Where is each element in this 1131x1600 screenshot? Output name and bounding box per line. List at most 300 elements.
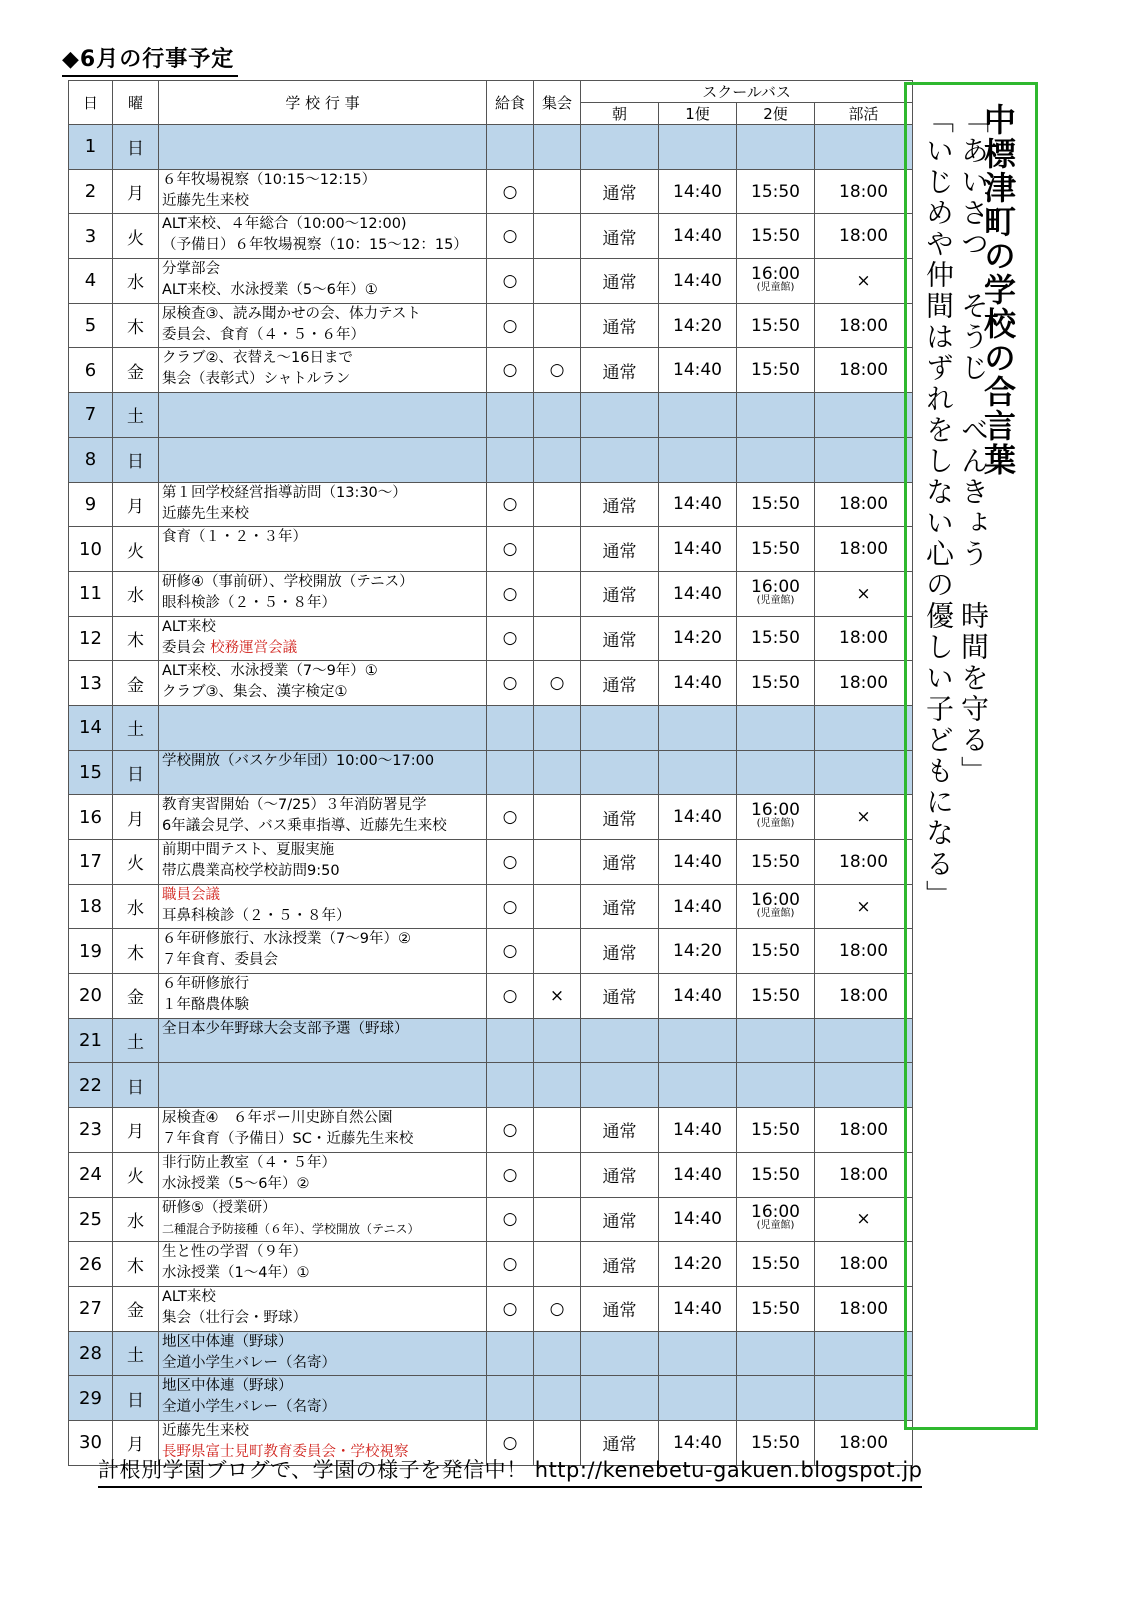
lunch-cell: ○ — [487, 795, 534, 840]
event-line-2 — [162, 191, 483, 212]
event-text: 水泳授業（1～4年）① — [162, 1265, 310, 1282]
schedule-row — [69, 214, 913, 259]
day-cell: 8 — [69, 437, 113, 482]
assembly-cell — [534, 437, 581, 482]
day-cell: 18 — [69, 884, 113, 929]
bus-morning-cell — [581, 437, 659, 482]
event-text: 全道小学生バレー（名寄） — [162, 1399, 336, 1416]
schedule-row — [69, 348, 913, 393]
event-highlight: 職員会議 — [162, 886, 220, 903]
lunch-cell: ○ — [487, 303, 534, 348]
bus1-cell: 14:40 — [659, 348, 737, 393]
bus2-cell: 15:50 — [737, 482, 815, 527]
day-cell: 28 — [69, 1331, 113, 1376]
event-text: 学校開放（バスケ少年団）10:00～17:00 — [162, 752, 435, 769]
bus2-cell: 15:50 — [737, 303, 815, 348]
bus-morning-cell — [581, 705, 659, 750]
bus2-cell — [737, 884, 815, 929]
event-line-1 — [162, 393, 483, 414]
event-text: 帯広農業高校学校訪問9:50 — [162, 863, 340, 879]
event-cell — [159, 214, 487, 259]
bus-morning-cell: 通常 — [581, 1108, 659, 1153]
day-cell: 3 — [69, 214, 113, 259]
event-text: 水泳授業（5～6年）② — [162, 1175, 310, 1192]
event-text: 全日本少年野球大会支部予選（野球） — [162, 1020, 409, 1037]
lunch-cell: ○ — [487, 527, 534, 572]
event-line-1 — [162, 483, 483, 504]
event-text: 分掌部会 — [162, 261, 220, 278]
day-cell: 16 — [69, 795, 113, 840]
bus-morning-cell: 通常 — [581, 884, 659, 929]
lunch-cell: ○ — [487, 1108, 534, 1153]
event-cell — [159, 393, 487, 438]
club-cell: 18:00 — [815, 1420, 913, 1465]
bus1-cell: 14:40 — [659, 840, 737, 885]
bus-morning-cell: 通常 — [581, 1286, 659, 1331]
bus-morning-cell — [581, 1018, 659, 1063]
header-club: 部活 — [815, 103, 913, 125]
bus1-cell — [659, 1063, 737, 1108]
bus2-cell: 15:50 — [737, 616, 815, 661]
bus2-note: (児童館) — [756, 281, 795, 293]
club-cell — [815, 393, 913, 438]
bus-morning-cell: 通常 — [581, 1242, 659, 1287]
bus-morning-cell: 通常 — [581, 1197, 659, 1242]
bus-morning-cell — [581, 393, 659, 438]
footer-blog-notice: 計根別学園ブログで、学園の様子を発信中！ http://kenebetu-gakuen.blogspot.jp — [98, 1454, 922, 1488]
bus2-time: 16:00 — [751, 800, 800, 821]
weekday-cell: 金 — [113, 974, 159, 1019]
event-cell — [159, 840, 487, 885]
lunch-cell: ○ — [487, 974, 534, 1019]
event-text: 地区中体連（野球） — [162, 1378, 293, 1395]
event-line-2 — [162, 772, 483, 793]
club-cell: 18:00 — [815, 527, 913, 572]
day-cell: 22 — [69, 1063, 113, 1108]
club-cell: 18:00 — [815, 303, 913, 348]
day-cell: 12 — [69, 616, 113, 661]
header-weekday: 曜 — [113, 81, 159, 125]
assembly-cell: ○ — [534, 661, 581, 706]
bus2-note: (児童館) — [756, 1220, 795, 1232]
event-text: １年酪農体験 — [162, 997, 249, 1014]
lunch-cell: ○ — [487, 1152, 534, 1197]
schedule-row — [69, 705, 913, 750]
bus-morning-cell — [581, 750, 659, 795]
bus2-cell: 15:50 — [737, 1152, 815, 1197]
bus1-cell — [659, 750, 737, 795]
bus2-cell — [737, 750, 815, 795]
day-cell: 9 — [69, 482, 113, 527]
schedule-row — [69, 169, 913, 214]
bus-morning-cell: 通常 — [581, 259, 659, 304]
event-line-2 — [162, 1353, 483, 1374]
event-line-1 — [162, 795, 483, 816]
event-text: ALT来校 — [162, 618, 216, 635]
schedule-row — [69, 840, 913, 885]
bus2-cell — [737, 1376, 815, 1421]
event-line-2 — [162, 548, 483, 569]
assembly-cell — [534, 214, 581, 259]
event-text: 尿検査④ ６年ポー川史跡自然公園 — [162, 1110, 393, 1127]
bus-morning-cell: 通常 — [581, 482, 659, 527]
bus2-cell: 15:50 — [737, 1286, 815, 1331]
assembly-cell — [534, 527, 581, 572]
bus2-cell: 15:50 — [737, 929, 815, 974]
event-line-2 — [162, 1219, 483, 1240]
schedule-row — [69, 929, 913, 974]
event-text: 教育実習開始（～7/25）３年消防署見学 — [162, 797, 427, 814]
event-line-2 — [162, 459, 483, 480]
bus1-cell: 14:40 — [659, 259, 737, 304]
event-highlight: 長野県富士見町教育委員会・学校視察 — [162, 1443, 409, 1460]
club-cell: 18:00 — [815, 661, 913, 706]
event-line-1 — [162, 1153, 483, 1174]
bus2-cell: 15:50 — [737, 974, 815, 1019]
lunch-cell — [487, 750, 534, 795]
assembly-cell — [534, 1152, 581, 1197]
weekday-cell: 木 — [113, 616, 159, 661]
schedule-row — [69, 1242, 913, 1287]
event-text: ALT来校、水泳授業（5～6年）① — [162, 282, 378, 299]
event-cell — [159, 303, 487, 348]
lunch-cell — [487, 1331, 534, 1376]
event-line-2 — [162, 682, 483, 703]
bus1-cell: 14:20 — [659, 616, 737, 661]
assembly-cell — [534, 482, 581, 527]
schedule-row — [69, 1018, 913, 1063]
weekday-cell: 月 — [113, 1420, 159, 1465]
event-cell — [159, 482, 487, 527]
bus2-cell — [737, 1063, 815, 1108]
bus-morning-cell: 通常 — [581, 169, 659, 214]
day-cell: 26 — [69, 1242, 113, 1287]
schedule-row — [69, 1331, 913, 1376]
event-line-2 — [162, 1129, 483, 1150]
club-cell: × — [815, 571, 913, 616]
event-cell — [159, 1152, 487, 1197]
bus1-cell: 14:40 — [659, 884, 737, 929]
event-text: （予備日）６年牧場視察（10：15～12：15） — [162, 237, 468, 254]
event-cell — [159, 437, 487, 482]
event-line-2 — [162, 414, 483, 435]
schedule-row — [69, 571, 913, 616]
event-line-1 — [162, 170, 483, 191]
club-cell — [815, 1376, 913, 1421]
day-cell: 25 — [69, 1197, 113, 1242]
event-line-1 — [162, 572, 483, 593]
lunch-cell: ○ — [487, 661, 534, 706]
schedule-row — [69, 884, 913, 929]
event-text-small: 二種混合予防接種（６年）、学校開放（テニス） — [162, 1221, 420, 1236]
weekday-cell: 土 — [113, 705, 159, 750]
bus-morning-cell: 通常 — [581, 348, 659, 393]
event-text: ６年研修旅行、水泳授業（7～9年）② — [162, 931, 411, 948]
lunch-cell: ○ — [487, 259, 534, 304]
event-text: ALT来校、４年総合（10:00～12:00) — [162, 216, 407, 233]
bus1-cell: 14:40 — [659, 1420, 737, 1465]
event-line-1 — [162, 929, 483, 950]
event-text: ALT来校 — [162, 1288, 216, 1305]
weekday-cell: 日 — [113, 437, 159, 482]
weekday-cell: 日 — [113, 750, 159, 795]
event-text: ６年研修旅行 — [162, 976, 249, 993]
bus2-cell — [737, 393, 815, 438]
day-cell: 23 — [69, 1108, 113, 1153]
schedule-row — [69, 795, 913, 840]
lunch-cell: ○ — [487, 616, 534, 661]
day-cell: 14 — [69, 705, 113, 750]
event-line-2 — [162, 280, 483, 301]
weekday-cell: 月 — [113, 482, 159, 527]
day-cell: 13 — [69, 661, 113, 706]
bus2-time: 16:00 — [751, 263, 800, 284]
day-cell: 29 — [69, 1376, 113, 1421]
event-line-2 — [162, 325, 483, 346]
bus1-cell: 14:40 — [659, 482, 737, 527]
event-cell — [159, 1108, 487, 1153]
assembly-cell — [534, 393, 581, 438]
page-title: ◆6月の行事予定 — [62, 42, 238, 77]
header-school-bus: スクールバス — [581, 81, 913, 103]
event-line-1 — [162, 259, 483, 280]
event-line-1 — [162, 706, 483, 727]
event-line-2 — [162, 1174, 483, 1195]
schedule-row — [69, 303, 913, 348]
lunch-cell — [487, 437, 534, 482]
club-cell: 18:00 — [815, 1108, 913, 1153]
assembly-cell — [534, 125, 581, 170]
event-line-2 — [162, 1397, 483, 1418]
event-highlight: 校務運営会議 — [210, 639, 298, 656]
club-cell — [815, 437, 913, 482]
bus1-cell: 14:40 — [659, 1108, 737, 1153]
day-cell: 30 — [69, 1420, 113, 1465]
day-cell: 24 — [69, 1152, 113, 1197]
bus2-cell — [737, 437, 815, 482]
weekday-cell: 月 — [113, 169, 159, 214]
lunch-cell: ○ — [487, 169, 534, 214]
event-text: 近藤先生来校 — [162, 192, 249, 209]
lunch-cell: ○ — [487, 840, 534, 885]
assembly-cell — [534, 840, 581, 885]
header-lunch: 給食 — [487, 81, 534, 125]
club-cell: 18:00 — [815, 214, 913, 259]
event-text: 前期中間テスト、夏服実施 — [162, 842, 335, 858]
bus2-time: 16:00 — [751, 889, 800, 910]
weekday-cell: 日 — [113, 1376, 159, 1421]
assembly-cell — [534, 1197, 581, 1242]
event-line-1 — [162, 661, 483, 682]
bus1-cell — [659, 393, 737, 438]
club-cell — [815, 1063, 913, 1108]
bus1-cell: 14:40 — [659, 214, 737, 259]
day-cell: 19 — [69, 929, 113, 974]
schedule-row — [69, 125, 913, 170]
bus2-cell — [737, 1197, 815, 1242]
event-text: 6年議会見学、バス乗車指導、近藤先生来校 — [162, 818, 447, 835]
schedule-row — [69, 259, 913, 304]
club-cell: 18:00 — [815, 348, 913, 393]
club-cell: 18:00 — [815, 1152, 913, 1197]
event-text: 研修④（事前研）、学校開放（テニス） — [162, 573, 414, 590]
motto-line-2: 「いじめや仲間はずれをしない心の優しい子どもになる」 — [922, 105, 955, 911]
lunch-cell: ○ — [487, 482, 534, 527]
event-cell — [159, 1331, 487, 1376]
club-cell: × — [815, 1197, 913, 1242]
bus2-cell: 15:50 — [737, 1420, 815, 1465]
lunch-cell: ○ — [487, 929, 534, 974]
club-cell: × — [815, 259, 913, 304]
weekday-cell: 水 — [113, 1197, 159, 1242]
lunch-cell: ○ — [487, 884, 534, 929]
bus-morning-cell: 通常 — [581, 929, 659, 974]
schedule-row — [69, 482, 913, 527]
day-cell: 20 — [69, 974, 113, 1019]
event-text: 全道小学生バレー（名寄） — [162, 1354, 336, 1371]
header-bus2: 2便 — [737, 103, 815, 125]
schedule-row — [69, 393, 913, 438]
day-cell: 6 — [69, 348, 113, 393]
schedule-row — [69, 1063, 913, 1108]
weekday-cell: 日 — [113, 125, 159, 170]
club-cell — [815, 705, 913, 750]
event-line-2 — [162, 1084, 483, 1105]
day-cell: 15 — [69, 750, 113, 795]
event-text: 非行防止教室（４・５年） — [162, 1154, 336, 1171]
event-line-2 — [162, 906, 483, 927]
header-morning: 朝 — [581, 103, 659, 125]
bus2-time: 16:00 — [751, 1202, 800, 1223]
bus-morning-cell: 通常 — [581, 974, 659, 1019]
event-text: ALT来校、水泳授業（7～9年）① — [162, 663, 378, 680]
event-line-1 — [162, 1332, 483, 1353]
club-cell: 18:00 — [815, 616, 913, 661]
event-cell — [159, 348, 487, 393]
weekday-cell: 土 — [113, 1331, 159, 1376]
event-text: 近藤先生来校 — [162, 505, 249, 522]
event-line-1 — [162, 304, 483, 325]
weekday-cell: 火 — [113, 527, 159, 572]
bus1-cell: 14:40 — [659, 527, 737, 572]
club-cell: 18:00 — [815, 169, 913, 214]
bus-morning-cell: 通常 — [581, 1420, 659, 1465]
day-cell: 7 — [69, 393, 113, 438]
day-cell: 2 — [69, 169, 113, 214]
assembly-cell — [534, 1018, 581, 1063]
event-cell — [159, 616, 487, 661]
event-line-2 — [162, 727, 483, 748]
event-text: 眼科検診（２・５・８年） — [162, 594, 336, 611]
lunch-cell — [487, 1018, 534, 1063]
bus1-cell — [659, 437, 737, 482]
event-line-1 — [162, 214, 483, 235]
weekday-cell: 月 — [113, 1108, 159, 1153]
motto-title: 中標津町の学校の合言葉 — [979, 103, 1017, 477]
bus1-cell — [659, 125, 737, 170]
day-cell: 11 — [69, 571, 113, 616]
schedule-row — [69, 974, 913, 1019]
event-line-2 — [162, 816, 483, 837]
schedule-row — [69, 616, 913, 661]
bus-morning-cell — [581, 125, 659, 170]
event-cell — [159, 929, 487, 974]
event-line-1 — [162, 125, 483, 146]
bus2-cell — [737, 1331, 815, 1376]
event-line-1 — [162, 974, 483, 995]
bus2-cell — [737, 1018, 815, 1063]
event-cell — [159, 259, 487, 304]
bus1-cell: 14:40 — [659, 1152, 737, 1197]
lunch-cell: ○ — [487, 1286, 534, 1331]
bus2-cell: 15:50 — [737, 661, 815, 706]
bus-morning-cell — [581, 1331, 659, 1376]
bus1-cell: 14:40 — [659, 974, 737, 1019]
event-line-1 — [162, 438, 483, 459]
event-cell — [159, 884, 487, 929]
assembly-cell — [534, 884, 581, 929]
event-text: 委員会 — [162, 639, 211, 656]
event-cell — [159, 1286, 487, 1331]
day-cell: 27 — [69, 1286, 113, 1331]
bus2-note: (児童館) — [756, 818, 795, 830]
event-cell — [159, 661, 487, 706]
bus1-cell — [659, 705, 737, 750]
lunch-cell: ○ — [487, 1197, 534, 1242]
weekday-cell: 月 — [113, 795, 159, 840]
schedule-row — [69, 1152, 913, 1197]
event-line-2 — [162, 995, 483, 1016]
bus-morning-cell: 通常 — [581, 840, 659, 885]
assembly-cell — [534, 705, 581, 750]
event-text: 近藤先生来校 — [162, 1422, 249, 1439]
bus2-cell: 15:50 — [737, 169, 815, 214]
weekday-cell: 水 — [113, 571, 159, 616]
motto-text — [921, 105, 991, 911]
event-cell — [159, 795, 487, 840]
weekday-cell: 火 — [113, 1152, 159, 1197]
assembly-cell — [534, 929, 581, 974]
event-line-1 — [162, 885, 483, 906]
event-line-1 — [162, 617, 483, 638]
event-cell — [159, 527, 487, 572]
assembly-cell — [534, 1331, 581, 1376]
event-line-2 — [162, 638, 483, 659]
assembly-cell — [534, 571, 581, 616]
bus1-cell: 14:40 — [659, 571, 737, 616]
event-line-1 — [162, 1108, 483, 1129]
bus2-note: (児童館) — [756, 594, 795, 606]
assembly-cell — [534, 169, 581, 214]
assembly-cell — [534, 1108, 581, 1153]
club-cell — [815, 750, 913, 795]
event-line-1 — [162, 751, 483, 772]
event-line-1 — [162, 840, 483, 861]
day-cell: 17 — [69, 840, 113, 885]
assembly-cell — [534, 616, 581, 661]
weekday-cell: 木 — [113, 303, 159, 348]
club-cell: × — [815, 795, 913, 840]
bus2-cell: 15:50 — [737, 348, 815, 393]
event-text: ７年食育、委員会 — [162, 952, 278, 969]
bus1-cell: 14:40 — [659, 661, 737, 706]
assembly-cell: × — [534, 974, 581, 1019]
lunch-cell: ○ — [487, 1420, 534, 1465]
club-cell: 18:00 — [815, 840, 913, 885]
day-cell: 21 — [69, 1018, 113, 1063]
club-cell: 18:00 — [815, 482, 913, 527]
event-line-2 — [162, 1040, 483, 1061]
